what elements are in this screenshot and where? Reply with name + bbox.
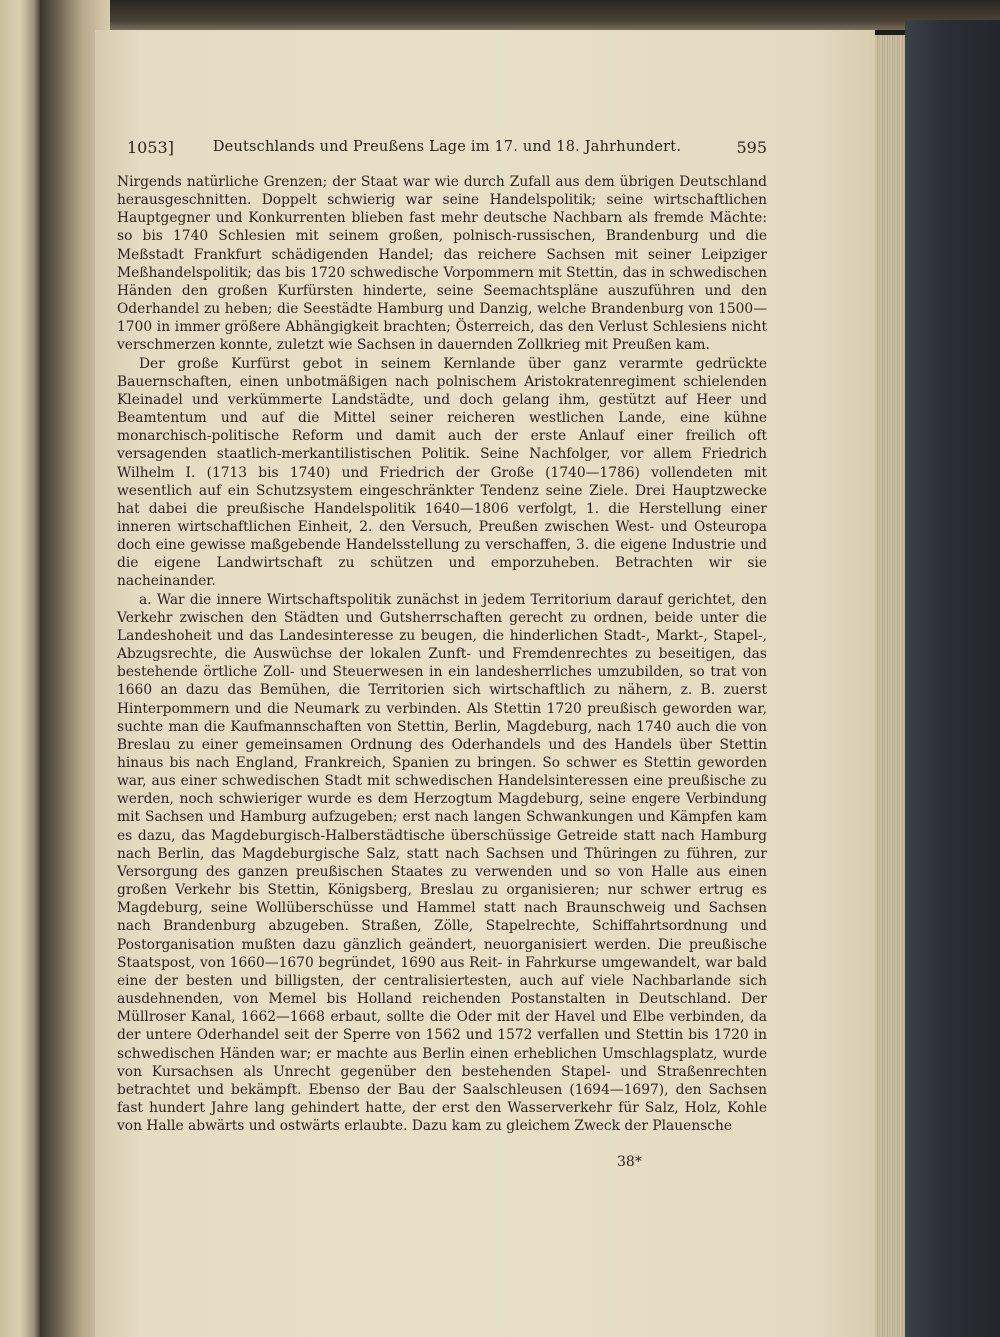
page-number: 595	[736, 138, 767, 157]
left-page-edge	[0, 0, 40, 1337]
paragraph: a. War die innere Wirtschaftspolitik zunächst in jedem Territorium darauf gerichtet, den Verkehr zwischen den Städten und Gutsherrschaften gerecht zu ordnen, beide unter die Landeshoheit und das Landesinteresse zu beugen, die hinderlichen Stadt-, Markt-, Stapel-, Abzugsrechte, die Auswüchse der lokalen Zunft- und Fremdenrechtes zu beseitigen, das bestehende örtliche Zoll- und Steuerwesen in ein landesherrliches umzubilden, so trat von 1660 an dazu das Bemühen, die Territorien sich wirtschaftlich zu nähern, z. B. zuerst Hinterpommern und die Neumark zu verbinden. Als Stettin 1720 preußisch geworden war, suchte man die Kaufmannschaften von Stettin, Berlin, Magdeburg, nach 1740 auch die von Breslau zu einer gemeinsamen Ordnung des Oderhandels und des Handels über Stettin hinaus bis nach England, Frankreich, Spanien zu bringen. So schwer es Stettin geworden war, aus einer schwedischen Stadt mit schwedischen Handelsinteressen eine preußische zu werden, noch schwieriger wurde es dem Herzogtum Magdeburg, seine engere Verbindung mit Sachsen und Hamburg aufzugeben; erst nach langen Schwankungen und Kämpfen kam es dazu, das Magdeburgisch-Halberstädtische überschüssige Getreide statt nach Hamburg nach Berlin, das Magdeburgische Salz, statt nach Sachsen und Thüringen zu führen, zur Versorgung des ganzen preußischen Staates zu verwenden und so von Halle aus einen großen Verkehr bis Stettin, Königsberg, Breslau zu organisieren; nur schwer ertrug es Magdeburg, seine Wollüberschüsse und Hammel statt nach Braunschweig und Sachsen nach Brandenburg abzugeben. Straßen, Zölle, Stapelrechte, Schiffahrtsordnung und Postorganisation mußten dazu gänzlich geändert, neuorganisiert werden. Die preußische Staatspost, von 1660—1670 begründet, 1690 aus Reit- in Fahrkurse umgewandelt, war bald eine der besten und billigsten, der centralisiertesten, auch auf viele Nachbarlande sich ausdehnenden, von Memel bis Holland reichenden Postanstalten in Deutschland. Der Müllroser Kanal, 1662—1668 erbaut, sollte die Oder mit der Havel und Elbe verbinden, da der untere Oderhandel seit der Sperre von 1562 und 1572 verfallen und Stettin bis 1720 in schwedischen Händen war; er machte aus Berlin einen erheblichen Umschlagsplatz, wurde von Kursachsen als Unrecht gegenüber den bestehenden Stapel- und Straßenrechten betrachtet und bekämpft. Ebenso der Bau der Saalschleusen (1694—1697), den Sachsen fast hundert Jahre lang gehindert hatte, der erst den Wasserverkehr für Salz, Holz, Kohle von Halle abwärts und ostwärts erlaubte. Dazu kam zu gleichem Zweck der Plauensche	[117, 591, 767, 1135]
page-header	[127, 138, 767, 162]
book-cover-edge	[905, 20, 1000, 1337]
signature-mark: 38*	[617, 1154, 642, 1170]
left-page-number: 1053]	[127, 138, 174, 157]
paragraph: Der große Kurfürst gebot in seinem Kernlande über ganz verarmte gedrückte Bauernschaften, einen unbotmäßigen nach polnischem Aristokratenregiment schielenden Kleinadel und verkümmerte Landstädte, und doch gelang ihm, gestützt auf Heer und Beamtentum und auf die Mittel seiner reicheren westlichen Lande, eine kühne monarchisch-politische Reform und damit auch der erste Anlauf einer freilich oft versagenden staatlich-merkantilistischen Politik. Seine Nachfolger, vor allem Friedrich Wilhelm I. (1713 bis 1740) und Friedrich der Große (1740—1786) vollendeten mit wesentlich auf ein Schutzsystem eingeschränkter Tendenz seine Ziele. Drei Hauptzwecke hat dabei die preußische Handelspolitik 1640—1806 verfolgt, 1. die Herstellung einer inneren wirtschaftlichen Einheit, 2. den Versuch, Preußen zwischen West- und Osteuropa doch eine gewisse maßgebende Handelsstellung zu verschaffen, 3. die eigene Industrie und die eigene Landwirtschaft zu schützen und emporzuheben. Betrachten wir sie nacheinander.	[117, 355, 767, 590]
body-text	[117, 173, 767, 1135]
scan-top-edge	[40, 0, 1000, 30]
running-title: Deutschlands und Preußens Lage im 17. und 18. Jahrhundert.	[212, 139, 682, 155]
paragraph: Nirgends natürliche Grenzen; der Staat war wie durch Zufall aus dem übrigen Deutschland herausgeschnitten. Doppelt schwierig war seine Handelspolitik; seine wirtschaftlichen Hauptgegner und Konkurrenten blieben fast mehr deutsche Nachbarn als fremde Mächte: so bis 1740 Schlesien mit seinem großen, polnisch-russischen, Brandenburg und die Meßstadt Frankfurt schädigenden Handel; das reichere Sachsen mit seiner Leipziger Meßhandelspolitik; das bis 1720 schwedische Vorpommern mit Stettin, das in schwedischen Händen den großen Kurfürsten hinderte, seine Seemachtspläne auszuführen und den Oderhandel zu heben; die Seestädte Hamburg und Danzig, welche Brandenburg von 1500—1700 in immer größere Abhängigkeit brachten; Österreich, das den Verlust Schlesiens nicht verschmerzen konnte, zuletzt wie Sachsen in dauernden Zollkrieg mit Preußen kam.	[117, 174, 767, 354]
